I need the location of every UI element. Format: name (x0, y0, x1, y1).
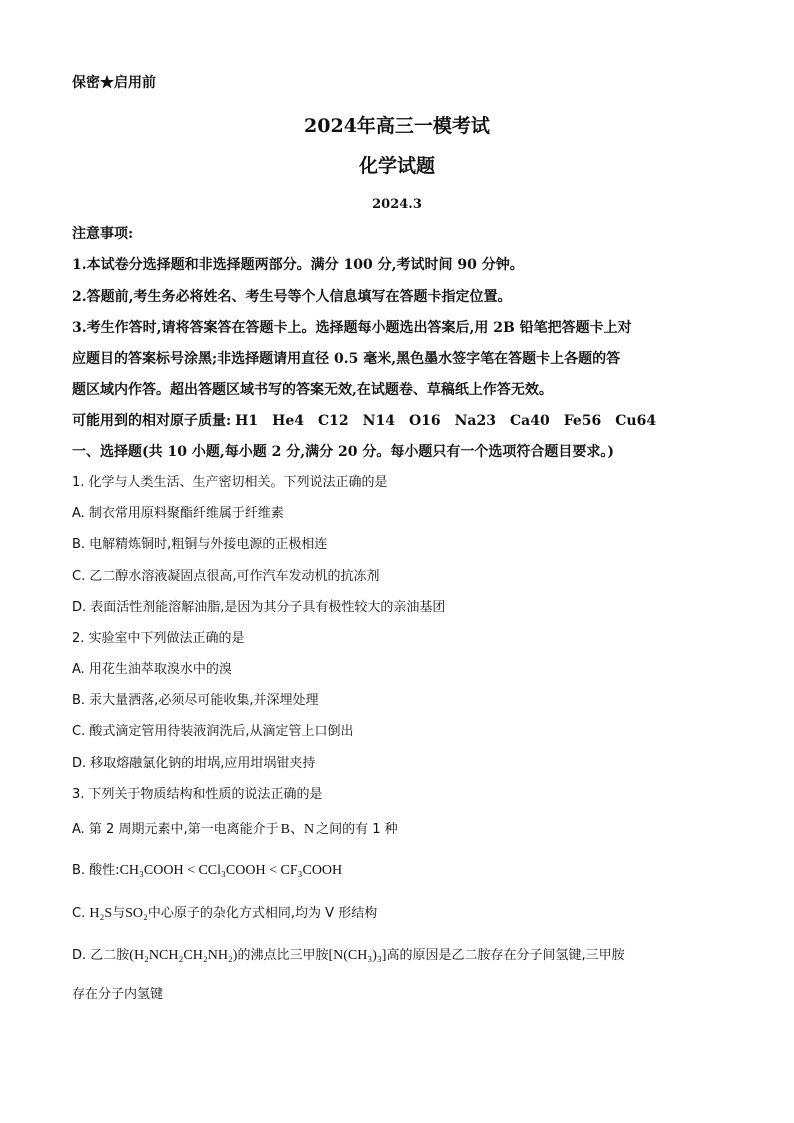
atomic-mass-label: 可能用到的相对原子质量: (72, 413, 232, 429)
question-2-option-b: B. 汞大量洒落,必须尽可能收集,并深埋处理 (72, 693, 319, 708)
option-b-text-pre: B. 酸性: (72, 863, 120, 878)
note-item-1: 1.本试卷分选择题和非选择题两部分。满分 100 分,考试时间 90 分钟。 (72, 257, 524, 273)
atomic-mass-item: Ca40 (509, 413, 550, 429)
question-1-option-a: A. 制衣常用原料聚酯纤维属于纤维素 (72, 506, 284, 521)
page-title: 2024年高三一模考试 (304, 115, 490, 137)
option-c-formula-1: H₂S (89, 906, 113, 921)
atomic-mass-item: C12 (318, 413, 349, 429)
question-1-stem: 1. 化学与人类生活、生产密切相关。下列说法正确的是 (72, 475, 388, 490)
question-3-option-b (72, 862, 342, 880)
note-item-3-line-3: 题区域内作答。超出答题区域书写的答案无效,在试题卷、草稿纸上作答无效。 (72, 382, 553, 398)
option-d-formula-1: (H₂NCH₂CH₂NH₂) (129, 948, 238, 963)
atomic-mass-item: He4 (272, 413, 305, 429)
question-2-option-d: D. 移取熔融氯化钠的坩埚,应用坩埚钳夹持 (72, 756, 316, 771)
section-1-heading: 一、选择题(共 10 小题,每小题 2 分,满分 20 分。每小题只有一个选项符合题目要求。) (72, 444, 614, 460)
note-item-2: 2.答题前,考生务必将姓名、考生号等个人信息填写在答题卡指定位置。 (72, 289, 512, 305)
page-subtitle: 化学试题 (358, 155, 435, 177)
note-item-3-line-2: 应题目的答案标号涂黑;非选择题请用直径 0.5 毫米,黑色墨水签字笔在答题卡上各题的答 (72, 351, 621, 367)
question-2-stem: 2. 实验室中下列做法正确的是 (72, 631, 245, 646)
option-a-text-pre: A. 第 2 周期元素中,第一电离能介于 (72, 822, 279, 837)
note-item-3-line-1: 3.考生作答时,请将答案答在答题卡上。选择题每小题选出答案后,用 2B 铅笔把答题卡上对 (72, 320, 632, 336)
atomic-mass-item: Cu64 (615, 413, 657, 429)
atomic-mass-line (72, 412, 670, 430)
atomic-mass-item: Na23 (454, 413, 496, 429)
question-3-option-a (72, 821, 398, 839)
option-a-text-post: 之间的有 1 种 (316, 822, 398, 837)
question-3-option-d (72, 947, 625, 965)
exam-date: 2024.3 (372, 197, 422, 212)
option-d-text-post: 高的原因是乙二胺存在分子间氢键,三甲胺 (386, 948, 625, 963)
atomic-mass-item: H1 (235, 413, 259, 429)
option-b-formula: CH₃COOH < CCl₃COOH < CF₃COOH (119, 863, 343, 878)
option-a-elements: B、N (280, 822, 315, 837)
question-2-option-c: C. 酸式滴定管用待装液润洗后,从滴定管上口倒出 (72, 724, 354, 739)
option-c-formula-2: SO₂ (125, 906, 148, 921)
atomic-mass-item: O16 (408, 413, 441, 429)
question-1-option-d: D. 表面活性剂能溶解油脂,是因为其分子具有极性较大的亲油基团 (72, 600, 446, 615)
option-c-text-post: 中心原子的杂化方式相同,均为 V 形结构 (147, 906, 378, 921)
option-c-text-pre: C. (72, 906, 90, 921)
question-1-option-c: C. 乙二醇水溶液凝固点很高,可作汽车发动机的抗冻剂 (72, 569, 380, 584)
question-3-stem: 3. 下列关于物质结构和性质的说法正确的是 (72, 787, 323, 802)
option-d-text-mid: 的沸点比三甲胺 (237, 948, 329, 963)
question-3-option-c (72, 905, 377, 923)
question-1-option-b: B. 电解精炼铜时,粗铜与外接电源的正极相连 (72, 537, 328, 552)
notes-heading: 注意事项: (72, 226, 134, 242)
question-2-option-a: A. 用花生油萃取溴水中的溴 (72, 662, 232, 677)
option-d-text-pre: D. 乙二胺 (72, 948, 130, 963)
atomic-mass-item: N14 (362, 413, 395, 429)
confidential-label: 保密★启用前 (72, 75, 156, 91)
option-c-text-mid: 与 (112, 906, 126, 921)
option-d-formula-2: [N(CH₃)₃] (328, 948, 387, 963)
question-3-option-d-line-2: 存在分子内氢键 (72, 987, 164, 1002)
atomic-mass-item: Fe56 (563, 413, 602, 429)
